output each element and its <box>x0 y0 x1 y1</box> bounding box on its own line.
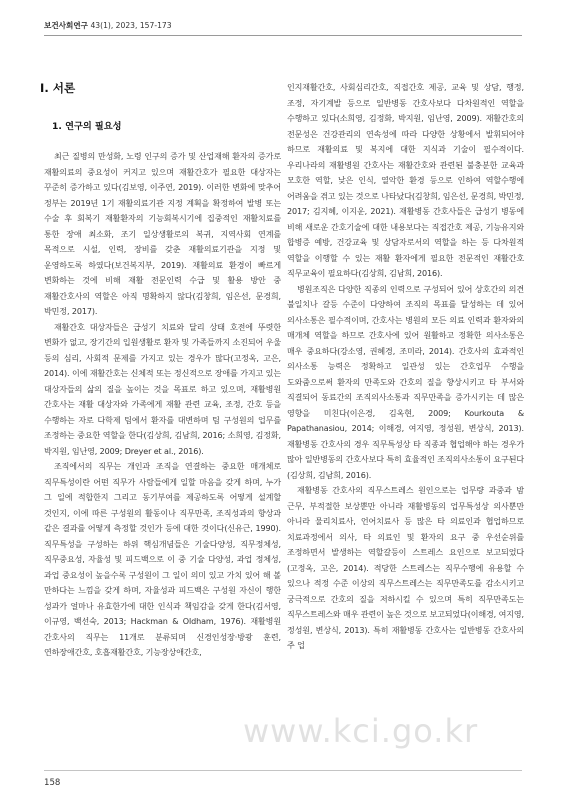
paragraph: 조직에서의 직무는 개인과 조직을 연결하는 중요한 매개체로 직무특성이란 어떤 직무가 사람들에게 일할 마음을 갖게 하며, 누가 그 일에 적합한지 그리고 동기부여를 제공하도록 어떻게 설계할 것인지, 이에 따른 구성원의 활동이나 직무만족, 조직성과의 향상과 같은 결과를 어떻게 측정할 것인가 등에 대한 것이다(신유근, 1990). 직무특성을 구성하는 하위 핵심개념들은 기술다양성, 직무정체성, 직무중요성, 자율성 및 피드백으로 이 중 기술 다양성, 과업 정체성, 과업 중요성이 높을수록 구성원이 그 일이 의미 있고 가치 있어 해 볼 만하다는 느낌을 갖게 하며, 자율성과 피드백은 구성원 자신이 행한 성과가 얼마나 유효한가에 대한 인식과 책임감을 갖게 한다(김서영, 이규영, 백선숙, 2013; Hackman & Oldham, 1976). 재활병원 간호사의 직무는 11개로 분류되며 신경인성장·방광 훈련, 연하장애간호, 호흡재활간호, 기능장상애간호, <box>44 462 281 657</box>
page-number: 158 <box>44 778 61 788</box>
right-column <box>287 80 524 654</box>
left-column-body <box>44 149 281 661</box>
paragraph: 최근 질병의 만성화, 노령 인구의 증가 및 산업재해 환자의 증가로 재활의료의 중요성이 커지고 있으며 재활간호가 필요한 대상자는 꾸준히 증가하고 있다(김보영, 이주연, 2019). 이러한 변화에 맞추어 정부는 2019년 1기 재활의료기관 지정 계획을 확정하여 발병 또는 수술 후 회복기 재활환자의 기능회복시기에 집중적인 재활치료를 통한 장애 최소화, 조기 일상생활로의 복귀, 지역사회 연계를 목적으로 시설, 인력, 장비를 갖춘 재활의료기관을 지정 및 운영하도록 하였다(보건복지부, 2019). 재활의료 환경이 빠르게 변화하는 것에 비해 재활 전문인력 수급 및 활용 방안 중 재활간호사의 역할은 아직 명확하지 않다(김창희, 임은선, 문경희, 박민정, 2017). <box>44 152 281 316</box>
paragraph: 재활병동 간호사의 직무스트레스 원인으로는 업무량 과중과 밤 근무, 부적절한 보상뿐만 아니라 재활병동의 업무특성상 의사뿐만 아니라 물리치료사, 언어치료사 등 많은 타 의료인과 협업하므로 치료과정에서 의사, 타 의료인 및 환자의 요구 중 우선순위를 조정하면서 발생하는 역할갈등이 스트레스 요인으로 보고되었다(고정옥, 고은, 2014). 적당한 스트레스는 직무수행에 유용할 수 있으나 적정 수준 이상의 직무스트레스는 직무만족도를 감소시키고 궁극적으로 간호의 질을 저하시킬 수 있으며 특히 직무만족도는 직무스트레스와 매우 관련이 높은 것으로 보고되었다(이해경, 여지영, 정성원, 변상식, 2013). 특히 재활병동 간호사는 일반병동 간호사의 주 업 <box>287 486 524 650</box>
paragraph: 병원조직은 다양한 직종의 인력으로 구성되어 있어 상호간의 의견 불일치나 갈등 수준이 다양하여 조직의 목표를 달성하는 데 있어 의사소통은 필수적이며, 간호사는 병원의 모든 의료 인력과 환자와의 매개체 역할을 하므로 간호사에 있어 원활하고 정확한 의사소통은 매우 중요하다(강소영, 권혜경, 조미라, 2014). 간호사의 효과적인 의사소통 능력은 정확하고 일관성 있는 간호업무 수행을 도와줌으로써 환자의 만족도와 간호의 질을 향상시키고 타 부서와 직결되어 동료간의 조직의사소통과 직무만족을 증가시키는 데 많은 영향을 미친다(이은경, 김옥현, 2009; Kourkouta & Papathanasiou, 2014; 이해경, 여지영, 정성원, 변상식, 2013). 재활병동 간호사의 경우 직무특성상 타 직종과 협업해야 하는 경우가 많아 일반병동의 간호사보다 특히 효율적인 조직의사소통이 요구된다(김상희, 김남희, 2016). <box>287 284 524 480</box>
running-head <box>44 20 172 31</box>
paragraph: 인지재활간호, 사회심리간호, 직접간호 제공, 교육 및 상담, 행정, 조정, 자기계발 등으로 일반병동 간호사보다 다차원적인 역할을 수행하고 있다(소희영, 김정화, 박지원, 임난영, 2009). 재활간호의 전문성은 건강관리의 연속성에 따라 다양한 상황에서 발휘되어야 하므로 재활의료 및 복지에 대한 지식과 기술이 필수적이다. 우리나라의 재활병원 간호사는 재활간호와 관련된 불충분한 교육과 모호한 역할, 낮은 인식, 열악한 환경 등으로 인하여 역할수행에 어려움을 겪고 있는 것으로 나타났다(김창희, 임은선, 문경희, 박민정, 2017; 김지혜, 이지운, 2021). 재활병동 간호사들은 급성기 병동에 비해 새로운 간호기술에 대한 내용보다는 직접간호 제공, 기능유지와 합병증 예방, 건강교육 및 상담자로서의 역할을 하는 등 다차원적 역할을 이행할 수 있는 재활 환자에게 필요한 전문적인 재활간호 직무교육이 필요하다(김상희, 김남희, 2016). <box>287 83 524 278</box>
subsection-title: 1. 연구의 필요성 <box>52 121 122 132</box>
section-title: Ⅰ. 서론 <box>40 81 76 95</box>
top-rule <box>44 35 522 36</box>
paragraph: 재활간호 대상자들은 급성기 치료와 달리 상태 호전에 뚜렷한 변화가 없고, 장기간의 입원생활로 환자 및 가족들까지 소진되어 우울 등의 심리, 사회적 문제를 가지고 있는 경우가 많다(고정옥, 고은, 2014). 이에 재활간호는 신체적 또는 정신적으로 장애를 가지고 있는 대상자들의 삶의 질을 높이는 것을 목표로 하고 있으며, 재활병원 간호사는 재활 대상자와 가족에게 재활 관련 교육, 조정, 간호 등을 수행하는 자로 다학제 팀에서 환자를 대변하며 팀 구성원의 업무를 조정하는 중요한 역할을 한다(김상희, 김남희, 2016; 소희영, 김정화, 박지원, 임난영, 2009; Dreyer et al., 2016). <box>44 322 281 456</box>
journal-citation: 43(1), 2023, 157-173 <box>90 21 172 30</box>
journal-name: 보건사회연구 <box>44 21 89 30</box>
watermark: www.kci.go.kr <box>243 712 479 750</box>
bottom-rule <box>44 770 522 771</box>
